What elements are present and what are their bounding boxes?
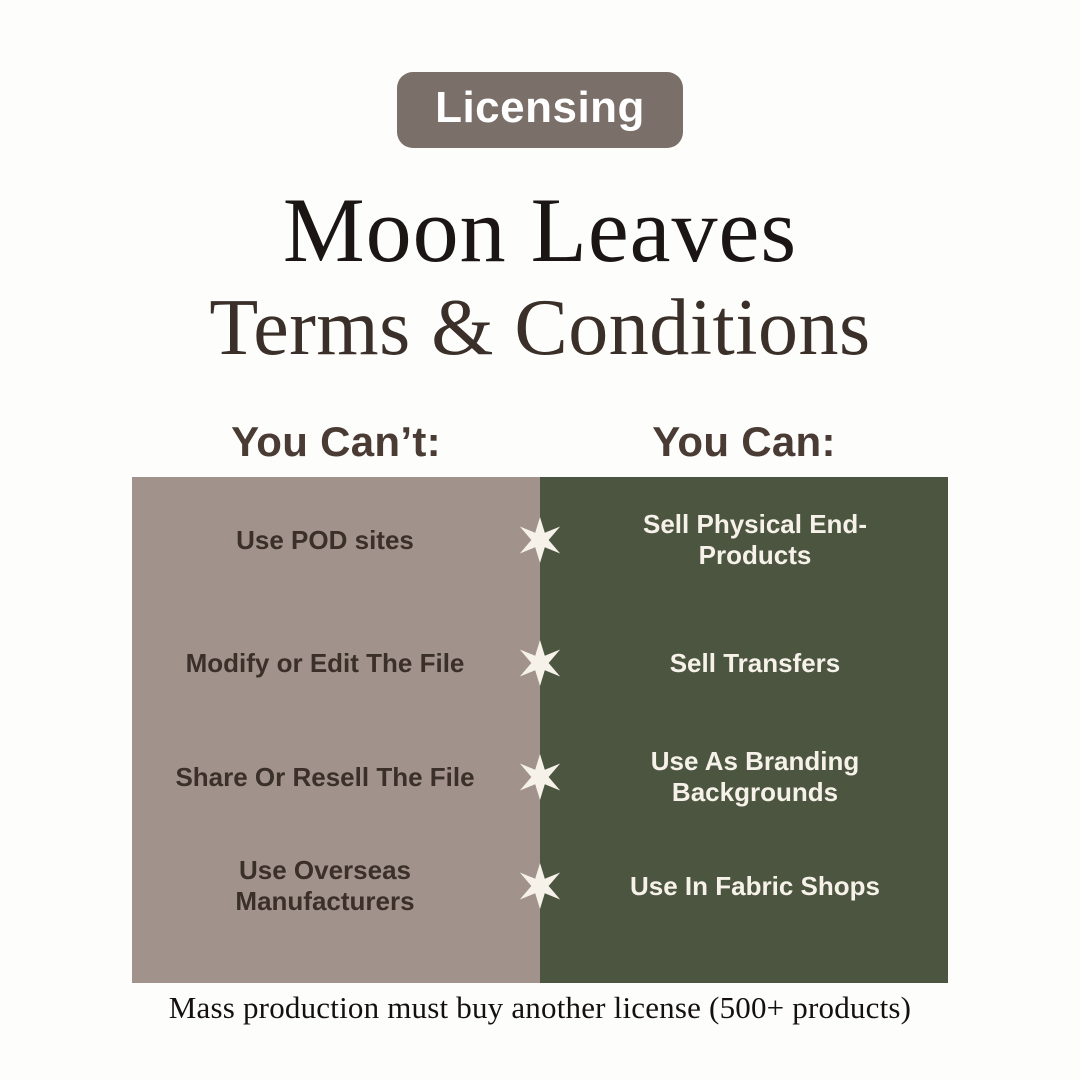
page-subtitle: Terms & Conditions: [209, 284, 871, 372]
restriction-item: Use Overseas Manufacturers: [235, 855, 415, 916]
permission-item: Sell Physical End-Products: [643, 509, 867, 570]
table-row: [132, 600, 948, 726]
restriction-item: Share Or Resell The File: [175, 761, 475, 792]
permission-item: Use In Fabric Shops: [630, 870, 880, 901]
heading-you-cant: You Can’t:: [231, 418, 441, 465]
star-icon: [516, 516, 564, 564]
table-row: [132, 823, 948, 949]
comparison-rows: [132, 477, 948, 983]
restriction-item: Use POD sites: [236, 524, 414, 555]
permission-item: Sell Transfers: [669, 647, 841, 678]
column-headings: [132, 418, 948, 466]
table-row: [132, 714, 948, 840]
table-row: [132, 477, 948, 603]
star-icon: [516, 639, 564, 687]
licensing-badge: Licensing: [397, 72, 683, 148]
page-title: Moon Leaves: [282, 179, 798, 281]
heading-you-can: You Can:: [652, 418, 836, 465]
permission-item: Use As Branding Backgrounds: [650, 746, 860, 807]
star-icon: [516, 753, 564, 801]
restriction-item: Modify or Edit The File: [185, 647, 465, 678]
footnote-text: Mass production must buy another license (500+ products): [168, 990, 912, 1025]
star-icon: [516, 862, 564, 910]
badge-container: [0, 72, 1080, 148]
